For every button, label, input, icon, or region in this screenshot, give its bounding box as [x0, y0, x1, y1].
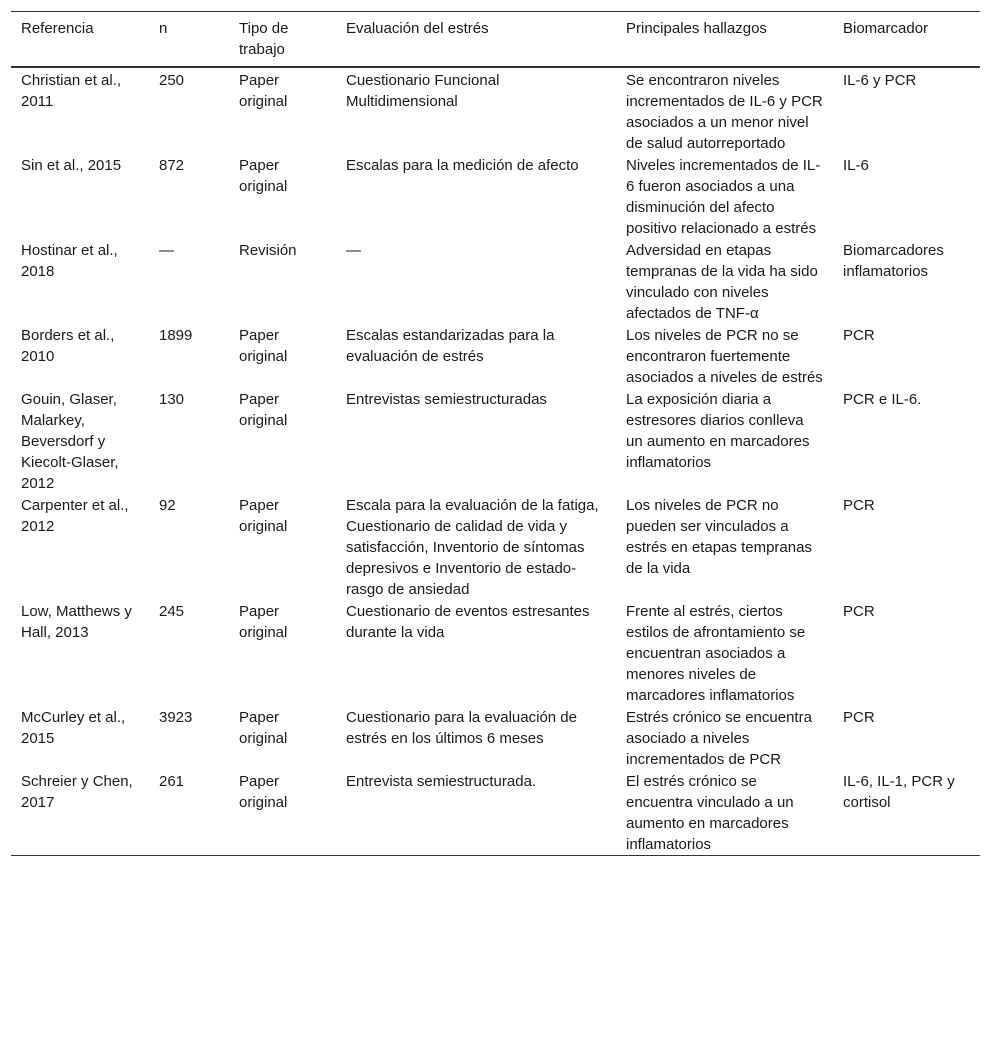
cell-evaluacion: Cuestionario Funcional Multidimensional [346, 72, 500, 110]
cell-n: 245 [159, 603, 185, 620]
cell-referencia: McCurley et al., 2015 [21, 709, 126, 747]
cell-n: 1899 [159, 327, 193, 344]
cell-referencia: Gouin, Glaser, Malarkey, Beversdorf y Kiecolt-Glaser, 2012 [21, 391, 119, 492]
table-row [11, 324, 980, 388]
cell-evaluacion: Cuestionario para la evaluación de estrés en los últimos 6 meses [346, 709, 577, 747]
header-referencia: Referencia [21, 20, 94, 37]
cell-biomarcador: PCR [843, 603, 875, 620]
studies-table-container [11, 11, 980, 856]
cell-evaluacion: Escala para la evaluación de la fatiga, Cuestionario de calidad de vida y satisfacción, Inventorio de síntomas depresivos e Inventorio de estado-rasgo de ansiedad [346, 497, 599, 598]
table-row [11, 600, 980, 706]
cell-biomarcador: IL-6 y PCR [843, 72, 917, 89]
cell-evaluacion: Entrevista semiestructurada. [346, 773, 537, 790]
cell-tipo: Paper original [239, 709, 288, 747]
table-row [11, 770, 980, 856]
cell-hallazgos: El estrés crónico se encuentra vinculado a un aumento en marcadores inflamatorios [626, 773, 794, 853]
cell-hallazgos: Se encontraron niveles incrementados de IL-6 y PCR asociados a un menor nivel de salud autorreportado [626, 72, 823, 152]
cell-hallazgos: Estrés crónico se encuentra asociado a niveles incrementados de PCR [626, 709, 812, 768]
cell-n: 250 [159, 72, 185, 89]
cell-evaluacion: Escalas para la medición de afecto [346, 157, 579, 174]
cell-biomarcador: IL-6 [843, 157, 869, 174]
table-row [11, 388, 980, 494]
cell-referencia: Low, Matthews y Hall, 2013 [21, 603, 132, 641]
cell-referencia: Schreier y Chen, 2017 [21, 773, 133, 811]
cell-biomarcador: PCR [843, 327, 875, 344]
cell-tipo: Paper original [239, 497, 288, 535]
cell-n: 3923 [159, 709, 193, 726]
header-principales-hallazgos: Principales hallazgos [626, 20, 767, 37]
cell-hallazgos: Niveles incrementados de IL-6 fueron asociados a una disminución del afecto positivo relacionado a estrés [626, 157, 821, 237]
cell-tipo: Paper original [239, 773, 288, 811]
cell-n: 130 [159, 391, 185, 408]
cell-n: 92 [159, 497, 176, 514]
cell-tipo: Paper original [239, 391, 288, 429]
cell-tipo: Paper original [239, 72, 288, 110]
studies-table [11, 11, 980, 856]
table-row [11, 67, 980, 154]
cell-tipo: Revisión [239, 242, 297, 259]
cell-hallazgos: Los niveles de PCR no pueden ser vinculados a estrés en etapas tempranas de la vida [626, 497, 812, 577]
cell-biomarcador: PCR e IL-6. [843, 391, 922, 408]
cell-referencia: Sin et al., 2015 [21, 157, 122, 174]
table-header-row [11, 12, 980, 68]
cell-biomarcador: Biomarcadores inflamatorios [843, 242, 944, 280]
header-tipo-de-trabajo: Tipo de trabajo [239, 20, 289, 58]
cell-referencia: Christian et al., 2011 [21, 72, 122, 110]
header-evaluacion-del-estres: Evaluación del estrés [346, 20, 489, 37]
table-row [11, 239, 980, 324]
header-biomarcador: Biomarcador [843, 20, 929, 37]
cell-evaluacion: Escalas estandarizadas para la evaluación de estrés [346, 327, 555, 365]
header-n: n [159, 20, 168, 37]
cell-evaluacion: — [346, 242, 361, 259]
table-row [11, 154, 980, 239]
cell-hallazgos: La exposición diaria a estresores diarios conlleva un aumento en marcadores inflamatorios [626, 391, 810, 471]
table-row [11, 706, 980, 770]
cell-n: 872 [159, 157, 185, 174]
cell-biomarcador: IL-6, IL-1, PCR y cortisol [843, 773, 955, 811]
cell-hallazgos: Frente al estrés, ciertos estilos de afrontamiento se encuentran asociados a menores niveles de marcadores inflamatorios [626, 603, 806, 704]
cell-n: — [159, 242, 174, 259]
cell-evaluacion: Entrevistas semiestructuradas [346, 391, 547, 408]
cell-tipo: Paper original [239, 327, 288, 365]
table-row [11, 494, 980, 600]
cell-referencia: Carpenter et al., 2012 [21, 497, 129, 535]
cell-biomarcador: PCR [843, 497, 875, 514]
cell-n: 261 [159, 773, 185, 790]
cell-hallazgos: Los niveles de PCR no se encontraron fuertemente asociados a niveles de estrés [626, 327, 823, 386]
cell-referencia: Borders et al., 2010 [21, 327, 115, 365]
cell-evaluacion: Cuestionario de eventos estresantes durante la vida [346, 603, 590, 641]
cell-biomarcador: PCR [843, 709, 875, 726]
cell-tipo: Paper original [239, 157, 288, 195]
cell-hallazgos: Adversidad en etapas tempranas de la vida ha sido vinculado con niveles afectados de TNF-α [626, 242, 818, 322]
cell-tipo: Paper original [239, 603, 288, 641]
cell-referencia: Hostinar et al., 2018 [21, 242, 118, 280]
